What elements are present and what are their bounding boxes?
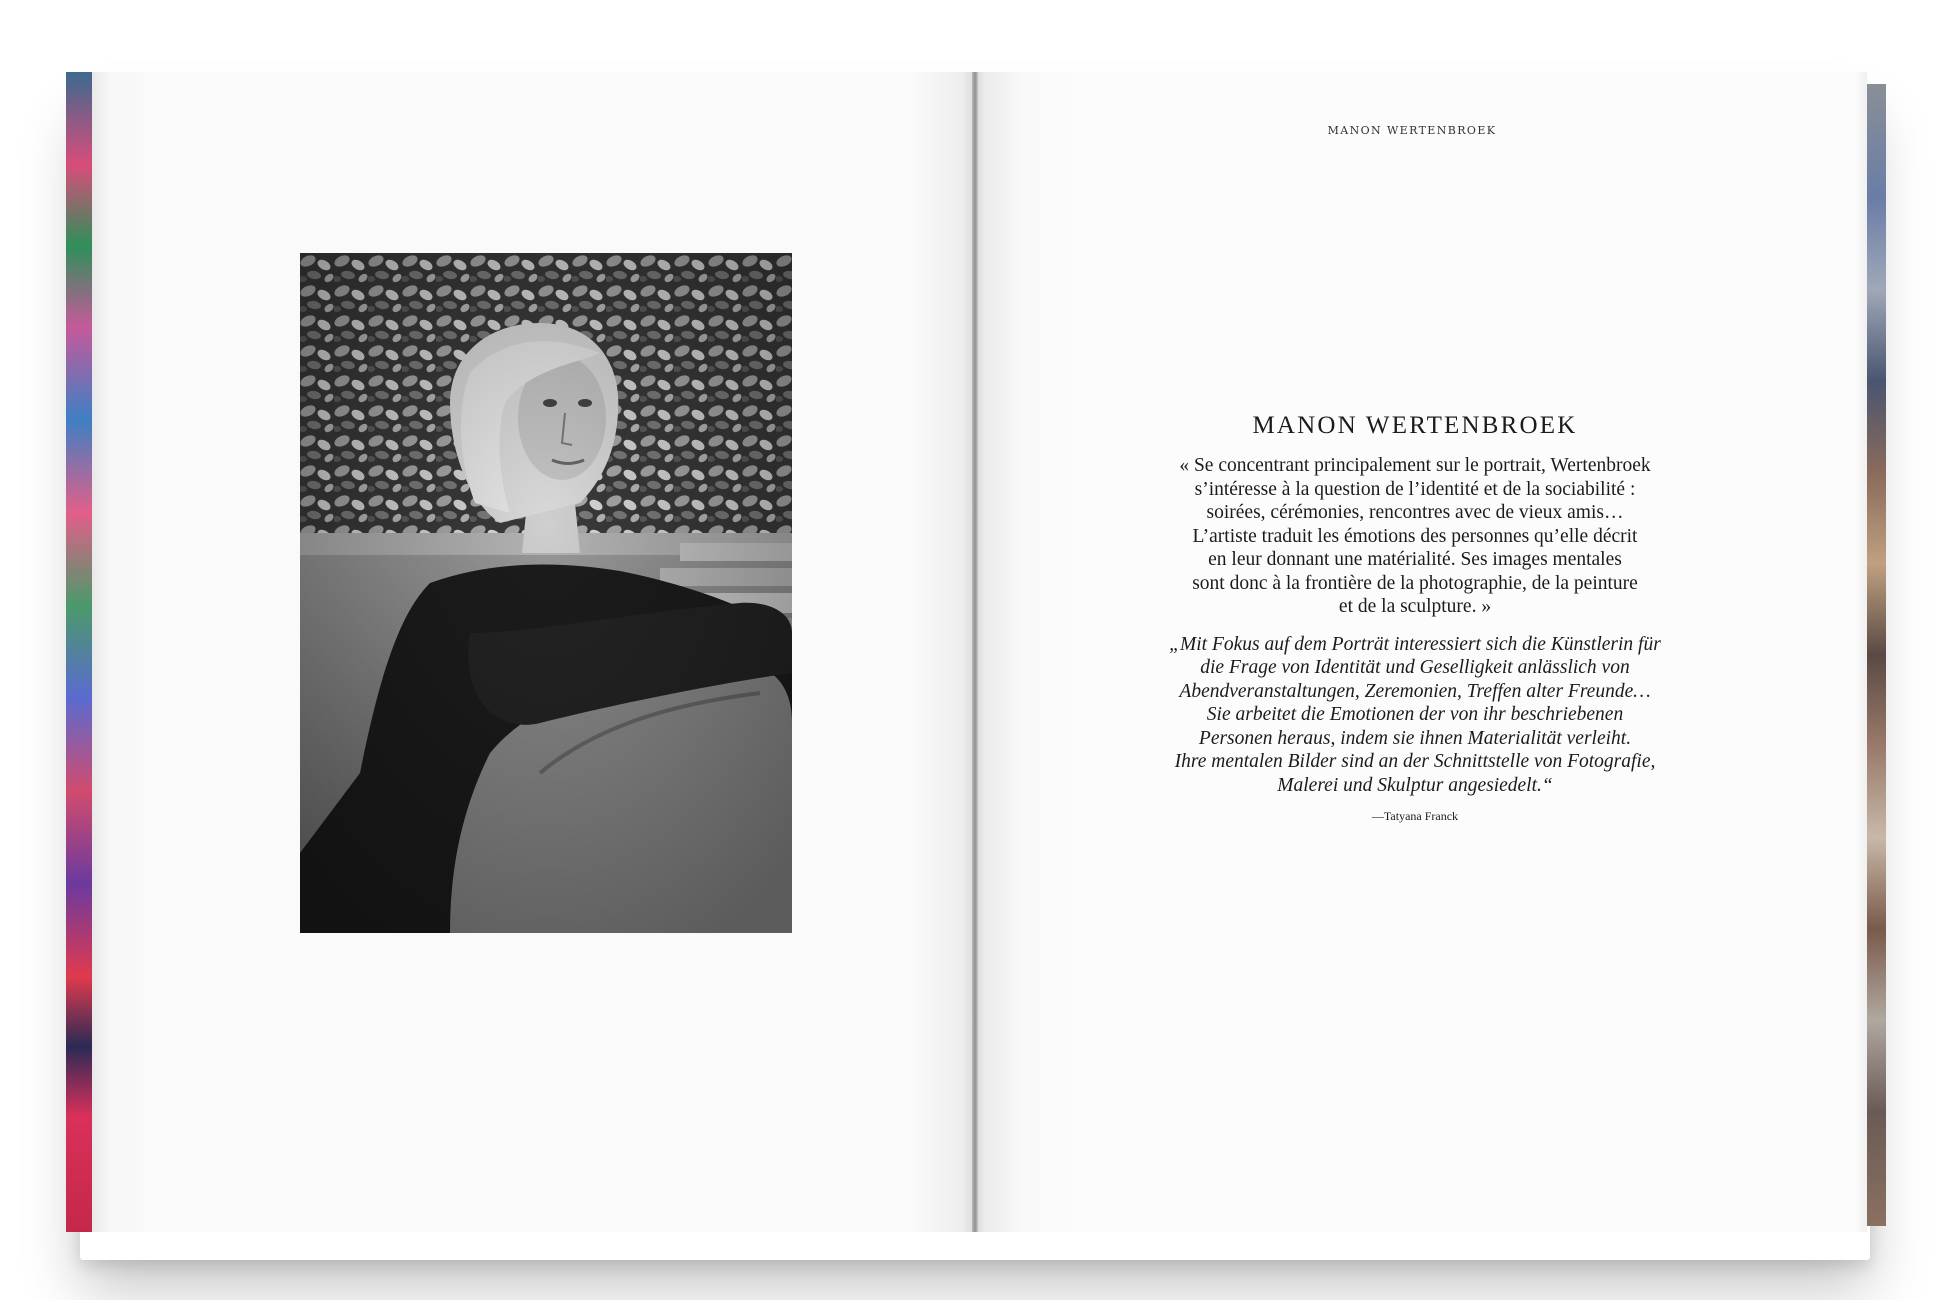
book-gutter [972, 72, 978, 1232]
quote-german-line: Sie arbeitet die Emotionen der von ihr beschriebenen [1206, 704, 1624, 725]
quote-french-line: « Se concentrant principalement sur le portrait, Wertenbroek [1179, 455, 1651, 476]
quote-french-line: en leur donnant une matérialité. Ses images mentales [1208, 549, 1622, 570]
quote-german-line: Ihre mentalen Bilder sind an der Schnittstelle von Fotografie, [1174, 751, 1656, 772]
quote-german-line: die Frage von Identität und Geselligkeit anlässlich von [1200, 657, 1630, 678]
quote-french [1090, 454, 1740, 619]
portrait-photo [300, 253, 792, 933]
quote-german-line: Personen heraus, indem sie ihnen Materialität verleiht. [1198, 727, 1632, 749]
quote-french-line: soirées, cérémonies, rencontres avec de vieux amis… [1206, 502, 1624, 523]
quote-german [1090, 633, 1740, 798]
quote-french-line: L’artiste traduit les émotions des personnes qu’elle décrit [1192, 525, 1638, 547]
quote-french-line: et de la sculpture. » [1338, 596, 1492, 617]
quote-attribution: —Tatyana Franck [1371, 809, 1459, 823]
quote-german-line: Malerei und Skulptur angesiedelt.“ [1277, 774, 1553, 796]
portrait-photo-drawing [300, 253, 792, 933]
article [1090, 412, 1740, 824]
quote-german-line: „Mit Fokus auf dem Porträt interessiert sich die Künstlerin für [1169, 633, 1661, 655]
running-head: MANON WERTENBROEK [1327, 124, 1497, 137]
quote-french-line: sont donc à la frontière de la photographie, de la peinture [1192, 572, 1638, 594]
article-title: MANON WERTENBROEK [1252, 412, 1578, 439]
quote-german-line: Abendveranstaltungen, Zeremonien, Treffen alter Freunde… [1179, 680, 1651, 702]
quote-french-line: s’intéresse à la question de l’identité et de la sociabilité : [1194, 478, 1636, 500]
